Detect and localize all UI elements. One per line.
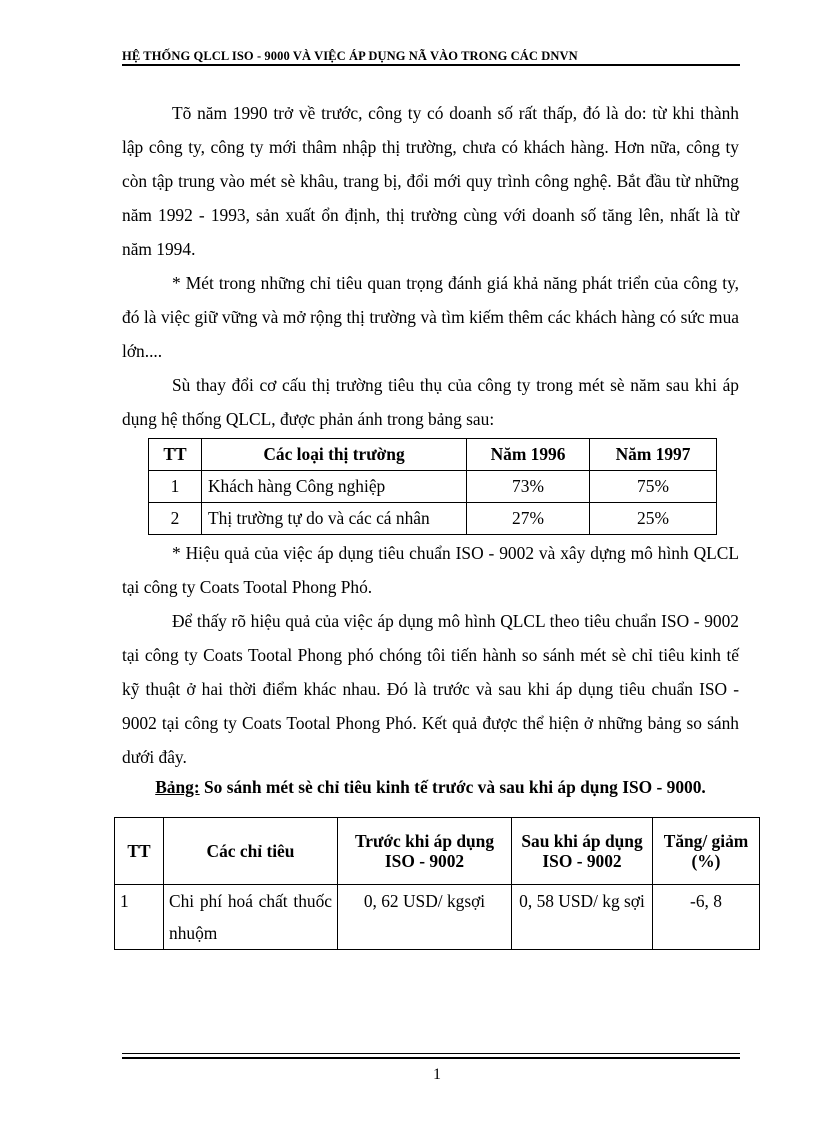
header-cell: Trước khi áp dụng ISO - 9002 xyxy=(338,818,512,885)
body-text xyxy=(122,96,739,774)
header-rule xyxy=(122,64,740,66)
table-cell: 1 xyxy=(149,471,202,503)
paragraph-comparison-intro: Để thấy rõ hiệu quả của việc áp dụng mô hình QLCL theo tiêu chuẩn ISO - 9002 tại công ty Coats Tootal Phong phó chóng tôi tiến hành so sánh mét sè chỉ tiêu kinh tế kỹ thuật ở hai thời điểm khác nhau. Đó là trước và sau khi áp dụng tiêu chuẩn ISO - 9002 tại công ty Coats Tootal Phong Phó. Kết quả được thể hiện ở những bảng so sánh dưới đây. xyxy=(122,611,739,767)
table-cell: -6, 8 xyxy=(653,885,760,950)
table-cell: 75% xyxy=(590,471,717,503)
table-caption xyxy=(122,777,739,798)
table-header-row xyxy=(115,818,760,885)
header-cell: Năm 1997 xyxy=(590,439,717,471)
header-cell: Năm 1996 xyxy=(467,439,590,471)
table-row xyxy=(115,885,760,950)
table-row xyxy=(149,471,717,503)
table-cell: 25% xyxy=(590,503,717,535)
comparison-table xyxy=(114,817,760,950)
market-structure-table xyxy=(148,438,717,535)
table-cell: 0, 58 USD/ kg sợi xyxy=(512,885,653,950)
header-cell: Các chỉ tiêu xyxy=(164,818,338,885)
paragraph-revenue-history: Tõ năm 1990 trở về trước, công ty có doanh số rất thấp, đó là do: từ khi thành lập công ty, công ty mới thâm nhập thị trường, chưa có khách hàng. Hơn nữa, công ty còn tập trung vào mét sè khâu, trang bị, đổi mới quy trình công nghệ. Bắt đầu từ những năm 1992 - 1993, sản xuất ổn định, thị trường cùng với doanh số tăng lên, nhất là từ năm 1994. xyxy=(122,103,739,259)
caption-key: Bảng: xyxy=(155,777,200,797)
header-cell: Sau khi áp dụng ISO - 9002 xyxy=(512,818,653,885)
table-cell: 73% xyxy=(467,471,590,503)
header-cell: Các loại thị trường xyxy=(202,439,467,471)
table-cell: 0, 62 USD/ kgsợi xyxy=(338,885,512,950)
header-cell: TT xyxy=(115,818,164,885)
paragraph-market-structure: Sù thay đổi cơ cấu thị trường tiêu thụ của công ty trong mét sè năm sau khi áp dụng hệ thống QLCL, được phản ánh trong bảng sau: xyxy=(122,375,739,429)
page-number: 1 xyxy=(433,1066,441,1083)
caption-text: So sánh mét sè chỉ tiêu kinh tế trước và sau khi áp dụng ISO - 9000. xyxy=(199,777,706,797)
table-cell: 27% xyxy=(467,503,590,535)
paragraph-iso-effect: * Hiệu quả của việc áp dụng tiêu chuẩn ISO - 9002 và xây dựng mô hình QLCL tại công ty Coats Tootal Phong Phó. xyxy=(122,543,739,597)
header-cell: Tăng/ giảm (%) xyxy=(653,818,760,885)
table-cell: 2 xyxy=(149,503,202,535)
header-cell: TT xyxy=(149,439,202,471)
table-cell: 1 xyxy=(115,885,164,950)
table-header-row xyxy=(149,439,717,471)
table-cell: Khách hàng Công nghiệp xyxy=(202,471,467,503)
footer-rule xyxy=(122,1053,740,1054)
footer-rule xyxy=(122,1057,740,1059)
table-row xyxy=(149,503,717,535)
table-cell: Chi phí hoá chất thuốc nhuộm xyxy=(164,885,338,950)
running-header: HỆ THỐNG QLCL ISO - 9000 VÀ VIỆC ÁP DỤNG NÃ VÀO TRONG CÁC DNVN xyxy=(122,49,578,63)
paragraph-market-criteria: * Mét trong những chỉ tiêu quan trọng đánh giá khả năng phát triển của công ty, đó là việc giữ vững và mở rộng thị trường và tìm kiếm thêm các khách hàng có sức mua lớn.... xyxy=(122,273,739,361)
table-cell: Thị trường tự do và các cá nhân xyxy=(202,503,467,535)
